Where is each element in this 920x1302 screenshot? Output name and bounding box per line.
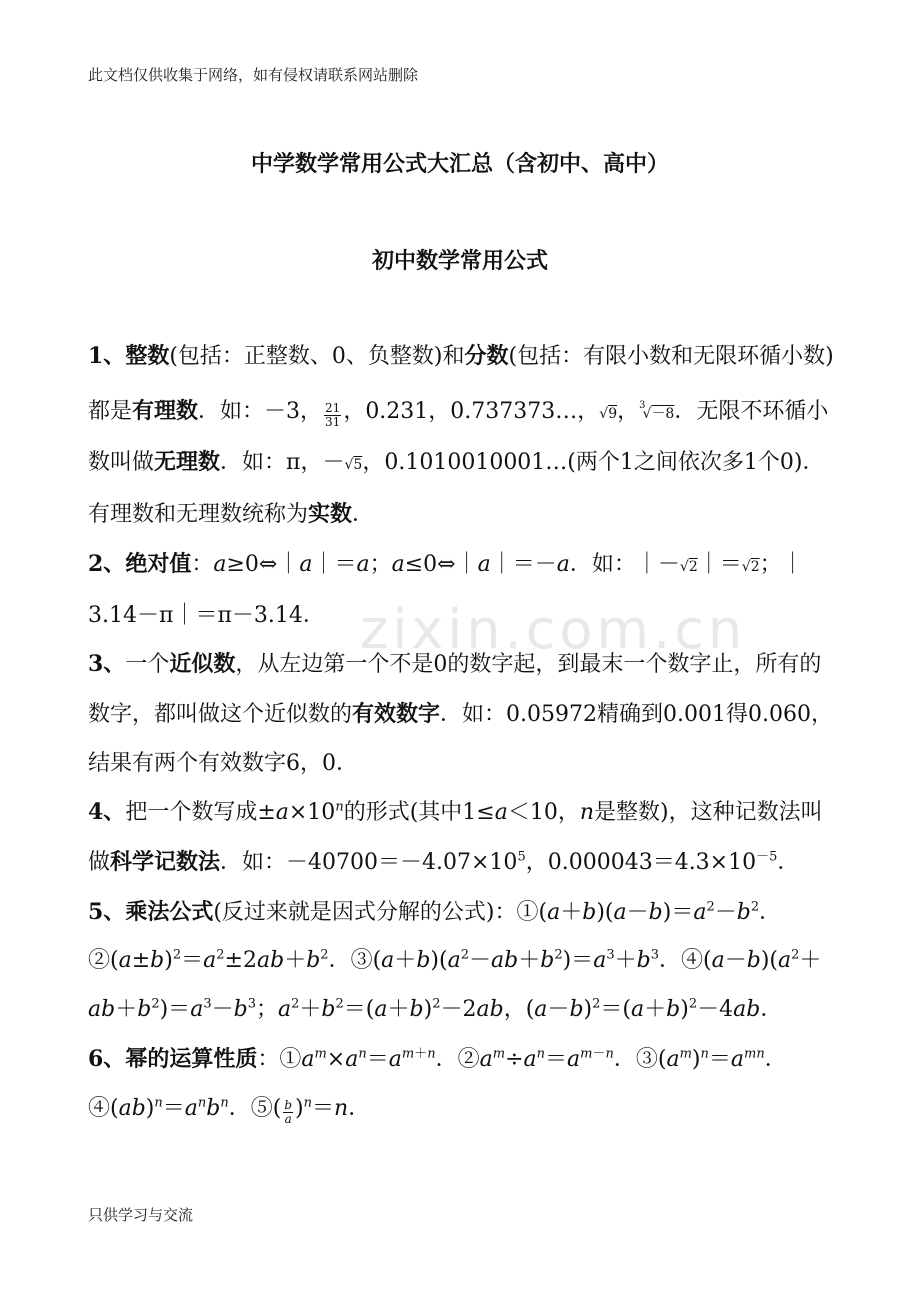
footer-note: 只供学习与交流 [88, 1206, 194, 1224]
item-power-rules: 6、幂的运算性质：$①a^m\times a^n=a^{m+n}$．$②a^m\div a^n=a^{m-n}$．$③(a^m)^n=a^{mn}$．$④(ab)^n=a^nb^n$．⑤( $\frac{b}{a}$ )$^n$＝n． [88, 1045, 787, 1126]
formula-list [88, 332, 834, 1133]
item-scientific-notation: 4、把一个数写成$\pm a\times 10^n$的形式(其中1≤a＜10，n是整数)，这种记数法叫做科学记数法．如：$-40700=-4.07\times 10^5$，$0.000043=4.3\times 10^{-5}$． [88, 799, 823, 876]
item-multiplication-formulas: 5、乘法公式(反过来就是因式分解的公式)：$①(a+b)(a-b)=a^2-b^2$．$②(a\pm b)^2=a^2\pm 2ab+b^2$．$③(a+b)(a^2-ab+b^2)=a^3+b^3$．$④(a-b)(a^2+ab+b^2)=a^3-b^3$；$a^2+b^2=(a+b)^2-2ab$，$(a-b)^2=(a+b)^2-4ab$． [88, 898, 822, 1023]
item-approximate-number: 3、一个近似数，从左边第一个不是0的数字起，到最末一个数字止，所有的数字，都叫做这个近似数的有效数字．如：0.05972精确到0.001得0.060，结果有两个有效数字6，0． [88, 651, 833, 776]
fraction-21-31: $\frac{21}{31}$ [325, 400, 341, 429]
item-absolute-value: 2、绝对值：a≥0⇔｜a｜＝a；a≤0⇔｜a｜＝－a．如：｜－√2｜＝√2；｜3.14－π｜＝π－3.14． [88, 550, 804, 628]
watermark: zixin.com.cn [360, 598, 747, 661]
sub-title: 初中数学常用公式 [371, 248, 548, 274]
main-title: 中学数学常用公式大汇总（含初中、高中） [250, 151, 669, 177]
header-note: 此文档仅供收集于网络，如有侵权请联系网站删除 [88, 66, 419, 84]
item-real-numbers: 1、整数(包括：正整数、0、负整数)和分数(包括：有限小数和无限环循小数)都是有理数．如：－3， $\frac{21}{31}$ ，0.231，0.737373…，√9，$^3$√－8．无限不环循小数叫做无理数．如：π，－√5，0.1010010001…(两个1之间依次多1个0)．有理数和无理数统称为实数． [88, 343, 834, 528]
fraction-b-a: $\frac{b}{a}$ [284, 1097, 293, 1126]
